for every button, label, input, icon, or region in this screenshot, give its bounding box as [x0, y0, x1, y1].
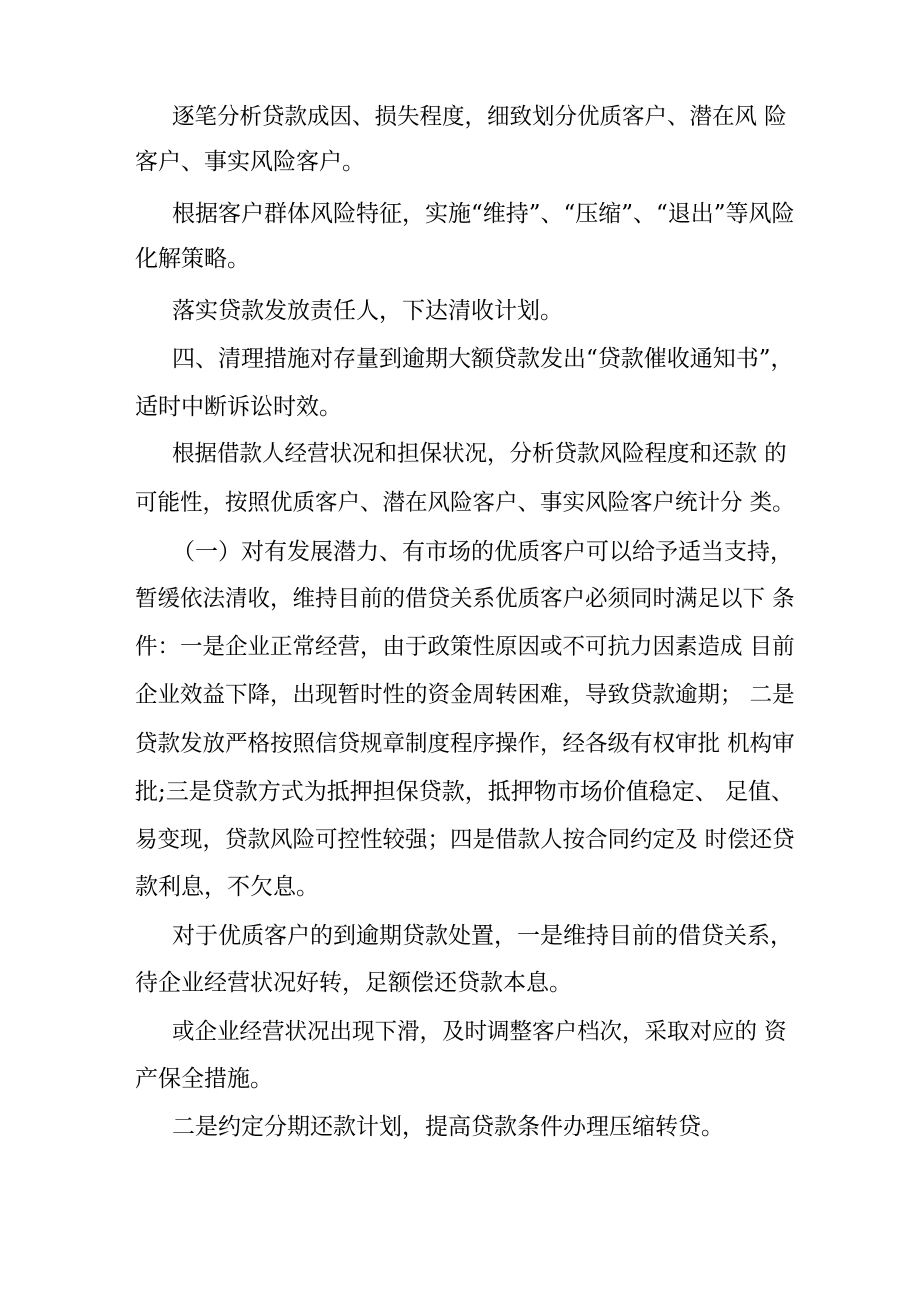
text-line: 根据客户群体风险特征，实施“维持”、“压缩”、“退出”等风险 — [172, 201, 795, 227]
text-line: 适时中断诉讼时效。 — [135, 394, 342, 420]
text-line: 企业效益下降，出现暂时性的资金周转困难，导致贷款逾期； 二是 — [135, 682, 795, 708]
text-line: 待企业经营状况好转，足额偿还贷款本息。 — [135, 970, 572, 996]
text-line: 产保全措施。 — [135, 1066, 273, 1092]
text-line: 逐笔分析贷款成因、损失程度，细致划分优质客户、潜在风 险 — [172, 104, 787, 130]
text-line: 对于优质客户的到逾期贷款处置，一是维持目前的借贷关系， — [172, 923, 793, 949]
text-line: （一）对有发展潜力、有市场的优质客户可以给予适当支持， — [172, 539, 793, 565]
text-line: 易变现，贷款风险可控性较强；四是借款人按合同约定及 时偿还贷 — [135, 827, 795, 853]
text-line: 或企业经营状况出现下滑，及时调整客户档次，采取对应的 资 — [172, 1019, 787, 1045]
text-line: 四、清理措施对存量到逾期大额贷款发出“贷款催收通知书”， — [172, 346, 794, 372]
text-line: 贷款发放严格按照信贷规章制度程序操作，经各级有权审批 机构审 — [135, 731, 795, 757]
text-line: 可能性，按照优质客户、潜在风险客户、事实风险客户统计分 类。 — [135, 490, 795, 516]
text-line: 二是约定分期还款计划，提高贷款条件办理压缩转贷。 — [172, 1114, 724, 1140]
text-line: 款利息，不欠息。 — [135, 874, 319, 900]
text-line: 暂缓依法清收，维持目前的借贷关系优质客户必须同时满足以下 条 — [135, 586, 795, 612]
text-line: 化解策略。 — [135, 246, 250, 272]
text-line: 客户、事实风险客户。 — [135, 149, 365, 175]
text-line: 批;三是贷款方式为抵押担保贷款，抵押物市场价值稳定、 足值、 — [135, 779, 795, 805]
text-line: 落实贷款发放责任人，下达清收计划。 — [172, 298, 563, 324]
text-line: 根据借款人经营状况和担保状况，分析贷款风险程度和还款 的 — [172, 441, 787, 467]
text-line: 件：一是企业正常经营，由于政策性原因或不可抗力因素造成 目前 — [135, 634, 795, 660]
